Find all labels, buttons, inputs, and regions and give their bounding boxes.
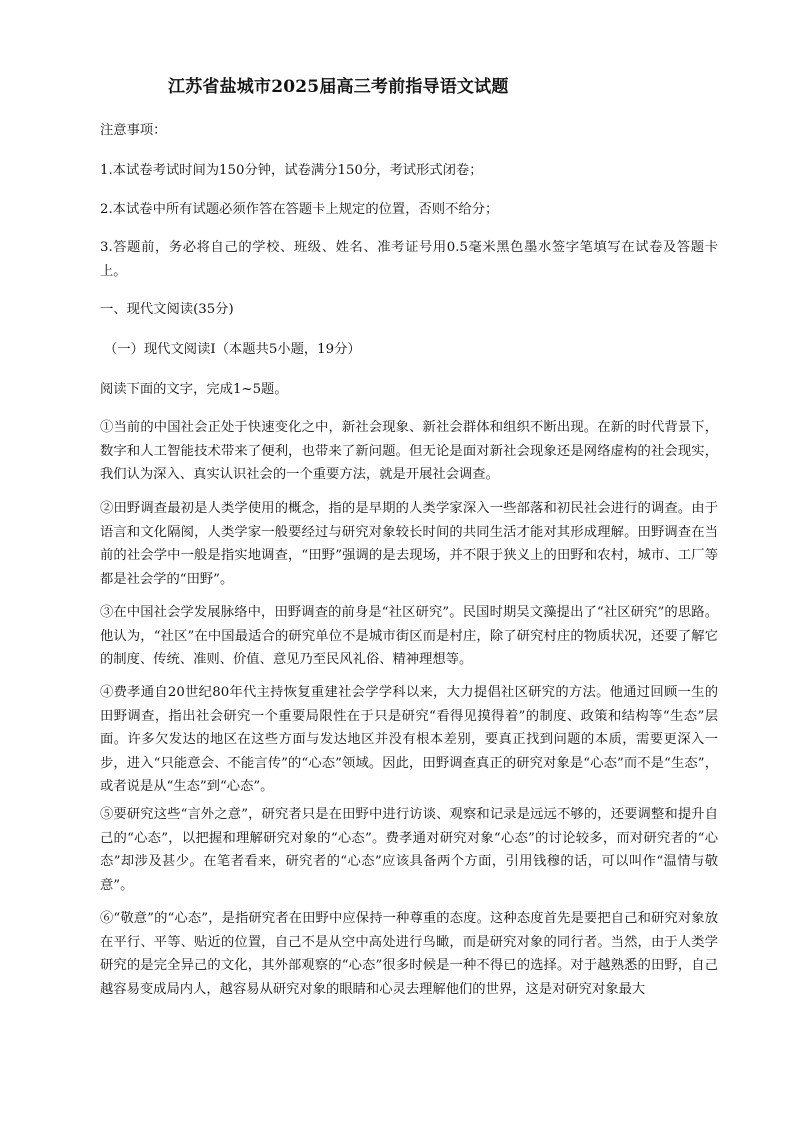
paragraph-6-text: ⑥“敬意”的“心态”，是指研究者在田野中应保持一种尊重的态度。这种态度首先是要把自己和研究对象放在平行、平等、贴近的位置，自己不是从空中高处进行鸟瞰，而是研究对象的同行者。当然，由于人类学研究的是完全异己的文化，其外部观察的“心态”很多时候是一种不得已的选择。对于越熟悉的田野，自己越容易变成局内人，越容易从研究对象的眼睛和心灵去理解他们的世界，这是对研究对象最大 (100, 911, 718, 997)
instruction-text: 阅读下面的文字，完成1~5题。 (100, 382, 288, 397)
section-heading: 一、现代文阅读(35分) (100, 302, 234, 317)
paragraph-1 (100, 416, 718, 487)
paragraph-6 (100, 907, 718, 1001)
paragraph-5 (100, 803, 718, 897)
paragraph-3-text: ③在中国社会学发展脉络中，田野调查的前身是“社区研究”。民国时期吴文藻提出了“社区研究”的思路。他认为，“社区”在中国最适合的研究单位不是城市街区而是村庄，除了研究村庄的物质状况，还要了解它的制度、传统、准则、价值、意见乃至民风礼俗、精神理想等。 (100, 605, 718, 668)
paragraph-2-text: ②田野调查最初是人类学使用的概念，指的是早期的人类学家深入一些部落和初民社会进行的调查。由于语言和文化隔阂，人类学家一般要经过与研究对象较长时间的共同生活才能对其形成理解。田野调查在当前的社会学中一般是指实地调查，“田野”强调的是去现场，并不限于狭义上的田野和农村，城市、工厂等都是社会学的“田野”。 (100, 501, 718, 587)
paragraph-4 (100, 681, 718, 799)
subsection-heading: （一）现代文阅读Ⅰ（本题共5小题，19分） (104, 342, 361, 357)
paragraph-3 (100, 601, 718, 672)
notice-item-2: 2.本试卷中所有试题必须作答在答题卡上规定的位置，否则不给分； (100, 202, 499, 217)
page-title: 江苏省盐城市2025届高三考前指导语文试题 (168, 77, 509, 97)
paragraph-4-text: ④费孝通自20世纪80年代主持恢复重建社会学学科以来，大力提倡社区研究的方法。他通过回顾一生的田野调查，指出社会研究一个重要局限性在于只是研究“看得见摸得着”的制度、政策和结构等“生态”层面。许多欠发达的地区在这些方面与发达地区并没有根本差别，要真正找到问题的本质，需要更深入一步，进入“只能意会、不能言传”的“心态”领域。因此，田野调查真正的研究对象是“心态”而不是“生态”，或者说是从“生态”到“心态”。 (100, 685, 718, 795)
notice-heading: 注意事项： (100, 123, 167, 138)
notice-item-1: 1.本试卷考试时间为150分钟，试卷满分150分，考试形式闭卷； (100, 163, 483, 178)
notice-item-3 (100, 236, 718, 283)
paragraph-2 (100, 497, 718, 591)
paragraph-1-text: ①当前的中国社会正处于快速变化之中，新社会现象、新社会群体和组织不断出现。在新的时代背景下，数字和人工智能技术带来了便利，也带来了新问题。但无论是面对新社会现象还是网络虚构的社会现实，我们认为深入、真实认识社会的一个重要方法，就是开展社会调查。 (100, 420, 718, 483)
paragraph-5-text: ⑤要研究这些“言外之意”，研究者只是在田野中进行访谈、观察和记录是远远不够的，还要调整和提升自己的“心态”，以把握和理解研究对象的“心态”。费孝通对研究对象“心态”的讨论较多，而对研究者的“心态”却涉及甚少。在笔者看来，研究者的“心态”应该具备两个方面，引用钱穆的话，可以叫作“温情与敬意”。 (100, 807, 718, 893)
notice-item-3-text: 3.答题前，务必将自己的学校、班级、姓名、准考证号用0.5毫米黑色墨水签字笔填写在试卷及答题卡上。 (100, 240, 718, 279)
